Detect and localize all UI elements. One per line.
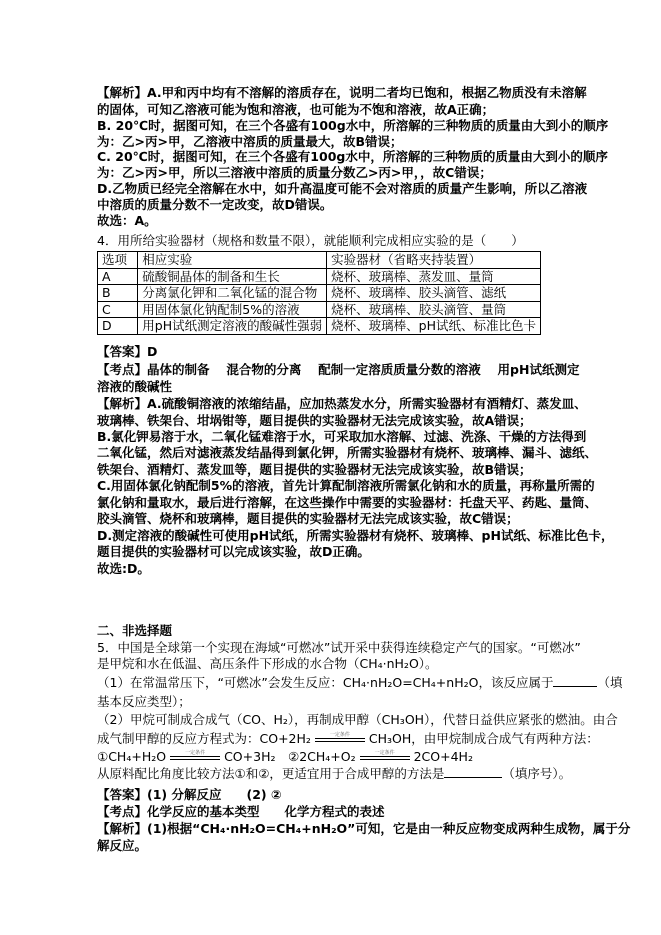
table-row <box>98 268 541 285</box>
final-choice: 故选：A。 <box>97 213 157 228</box>
answer-blank[interactable] <box>553 686 597 687</box>
table-cell: 用pH试纸测定溶液的酸碱性强弱 <box>138 318 327 335</box>
analysis-line: C.用固体氯化钠配制5%的溶液，首先计算配制溶液所需氯化钠和水的质量，再称量所需的 <box>97 478 595 493</box>
table-cell: 烧杯、玻璃棒、胶头滴管、滤纸 <box>327 285 541 302</box>
analysis-line: 为：乙>丙>甲，乙溶液中溶质的质量最大，故B错误； <box>97 134 403 149</box>
table-row <box>98 285 541 302</box>
table-cell: 烧杯、玻璃棒、蒸发皿、量筒 <box>327 268 541 285</box>
header-cell: 选项 <box>98 252 138 269</box>
part1-tail: （填 <box>597 675 623 690</box>
table-cell: 用固体氯化钠配制5%的溶液 <box>138 301 327 318</box>
part3-text: 从原料配比角度比较方法①和②，更适宜用于合成甲醇的方法是 <box>97 766 445 781</box>
q5-part1 <box>97 675 622 691</box>
answer-blank[interactable] <box>444 777 502 778</box>
table-row <box>98 301 541 318</box>
condition-label: 一定条件 <box>185 749 206 756</box>
table-cell: 烧杯、玻璃棒、胶头滴管、量筒 <box>327 301 541 318</box>
q5-part2: （2）甲烷可制成合成气（CO、H₂），再制成甲醇（CH₃OH），代替日益供应紧张的燃油。由合 <box>97 712 618 727</box>
analysis-line: 【解析】A.硫酸铜溶液的浓缩结晶，应加热蒸发水分，所需实验器材有酒精灯、蒸发皿、 <box>97 396 587 411</box>
table-cell: 分离氯化钾和二氧化锰的混合物 <box>138 285 327 302</box>
analysis-line: 的固体，可知乙溶液可能为饱和溶液，也可能为不饱和溶液，故A正确； <box>97 102 495 117</box>
analysis-line: 题目提供的实验器材可以完成该实验，故D正确。 <box>97 544 370 559</box>
part1-text: （1）在常温常压下，“可燃冰”会发生反应：CH₄·nH₂O=CH₄+nH₂O，该反应属于 <box>97 675 554 690</box>
header-cell: 实验器材（省略夹持装置） <box>327 252 541 269</box>
table-row <box>98 318 541 335</box>
equation-right: CH₃OH，由甲烷制成合成气有两种方法： <box>368 731 599 746</box>
equation-left: 成气制甲醇的反应方程式为：CO+2H₂ <box>97 731 311 746</box>
question-4-stem: 4．用所给实验器材（规格和数量不限），就能顺利完成相应实验的是（ ） <box>97 233 524 248</box>
q5-answer: 【答案】(1) 分解反应 (2) ② <box>97 787 282 802</box>
analysis-line: C. 20℃时，据图可知，在三个各盛有100g水中，所溶解的三种物质的质量由大到小的顺序 <box>97 149 608 164</box>
table-header-row <box>98 252 541 269</box>
final-choice: 故选:D。 <box>97 561 150 576</box>
condition-label: 一定条件 <box>329 731 350 738</box>
q5-part3 <box>97 766 571 782</box>
analysis-line: 胶头滴管、烧杯和玻璃棒，题目提供的实验器材无法完成该实验，故C错误； <box>97 511 519 526</box>
analysis-line: D.测定溶液的酸碱性可使用pH试纸，所需实验器材有烧杯、玻璃棒、pH试纸、标准比色卡， <box>97 528 614 543</box>
analysis-line: 玻璃棒、铁架台、坩埚钳等，题目提供的实验器材无法完成该实验，故A错误； <box>97 413 532 428</box>
table-cell: A <box>98 268 138 285</box>
analysis-line: 【解析】A.甲和丙中均有不溶解的溶质存在，说明二者均已饱和，根据乙物质没有未溶解 <box>97 85 587 100</box>
analysis-line: 中溶质的质量分数不一定改变，故D错误。 <box>97 197 333 212</box>
q5-stem: 5．中国是全球第一个实现在海域“可燃冰”试开采中获得连续稳定产气的国家。“可燃冰” <box>97 640 581 655</box>
table-cell: 硫酸铜晶体的制备和生长 <box>138 268 327 285</box>
analysis-line: D.乙物质已经完全溶解在水中，如升高温度可能不会对溶质的质量产生影响，所以乙溶液 <box>97 181 588 196</box>
experiment-table <box>97 251 541 335</box>
table-cell: C <box>98 301 138 318</box>
table-cell: 烧杯、玻璃棒、pH试纸、标准比色卡 <box>327 318 541 335</box>
method2-right: 2CO+4H₂ <box>413 749 473 764</box>
analysis-line: B.氯化钾易溶于水，二氧化锰难溶于水，可采取加水溶解、过滤、洗涤、干燥的方法得到 <box>97 429 587 444</box>
analysis-line: B. 20℃时，据图可知，在三个各盛有100g水中，所溶解的三种物质的质量由大到小的顺序 <box>97 118 609 133</box>
header-cell: 相应实验 <box>138 252 327 269</box>
q5-part1-cont: 基本反应类型）； <box>97 694 191 709</box>
q5-analysis: 【解析】(1)根据“CH₄·nH₂O=CH₄+nH₂O”可知，它是由一种反应物变成两种生成物，属于分 <box>97 821 631 836</box>
q5-points: 【考点】化学反应的基本类型 化学方程式的表述 <box>97 804 385 819</box>
part3-tail: （填序号）。 <box>502 766 572 781</box>
table-cell: D <box>98 318 138 335</box>
analysis-line: 氯化钠和量取水，最后进行溶解，在这些操作中需要的实验器材：托盘天平、药匙、量筒、 <box>97 495 598 510</box>
reaction-arrow <box>360 749 410 764</box>
section-title: 二、非选择题 <box>97 623 173 638</box>
analysis-line: 二氧化锰，然后对滤液蒸发结晶得到氯化钾，所需实验器材有烧杯、玻璃棒、漏斗、滤纸、 <box>97 445 598 460</box>
analysis-line: 铁架台、酒精灯、蒸发皿等，题目提供的实验器材无法完成该实验，故B错误； <box>97 462 532 477</box>
q5-stem: 是甲烷和水在低温、高压条件下形成的水合物（CH₄·nH₂O）。 <box>97 656 438 671</box>
table-cell: B <box>98 285 138 302</box>
method1-left: ①CH₄+H₂O <box>97 749 167 764</box>
q4-points: 溶液的酸碱性 <box>97 379 173 394</box>
method1-right: CO+3H₂ ②2CH₄+O₂ <box>224 749 356 764</box>
reaction-arrow <box>315 731 365 746</box>
condition-label: 一定条件 <box>374 749 395 756</box>
q5-methods-line <box>97 749 473 765</box>
q4-points: 【考点】晶体的制备 混合物的分离 配制一定溶质质量分数的溶液 用pH试纸测定 <box>97 362 580 377</box>
q5-analysis: 解反应。 <box>97 838 148 853</box>
q4-answer: 【答案】D <box>97 344 158 359</box>
analysis-line: 为：乙>丙>甲，所以三溶液中溶质的质量分数乙>丙>甲，，故C错误； <box>97 165 492 180</box>
reaction-arrow <box>170 749 220 764</box>
